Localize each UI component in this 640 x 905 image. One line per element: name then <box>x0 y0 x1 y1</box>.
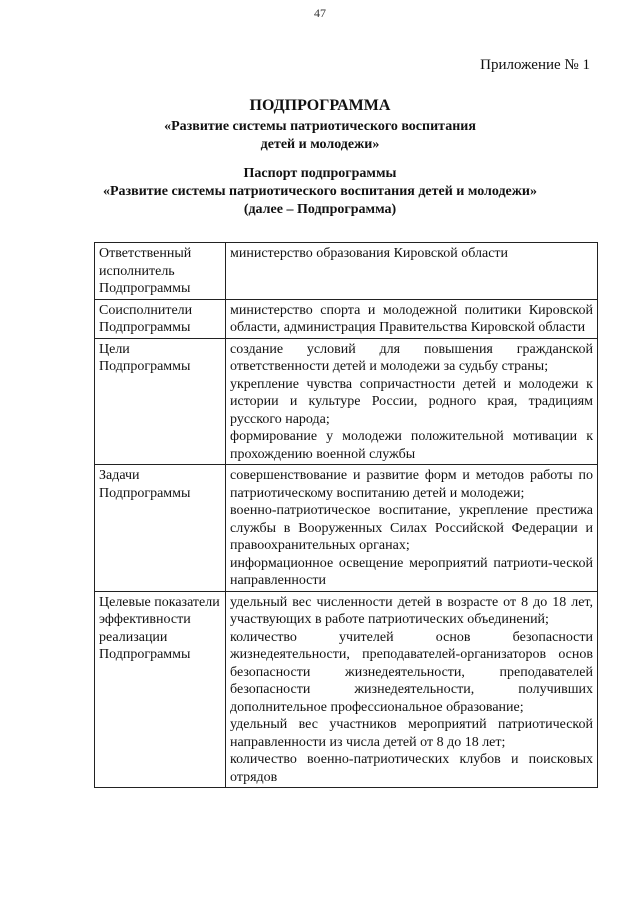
value-line: военно-патриотическое воспитание, укрепление престижа службы в Вооруженных Силах Российской Федерации и правоохранительных органах; <box>230 503 593 553</box>
passport-heading-line-1: Паспорт подпрограммы <box>243 166 397 181</box>
value-line: количество учителей основ безопасности жизнедеятельности, преподавателей-организаторов основ безопасности жизнедеятельности, преподавателей безопасности жизнедеятельности, получивших дополнительное профессиональное образование; <box>230 629 593 715</box>
value-line: министерство образования Кировской области <box>230 246 509 261</box>
table-row-tasks <box>95 465 598 592</box>
appendix-label: Приложение № 1 <box>480 57 590 73</box>
page-number: 47 <box>314 6 326 20</box>
row-label: Задачи Подпрограммы <box>95 465 226 592</box>
passport-heading-line-2: «Развитие системы патриотического воспитания детей и молодежи» <box>103 184 537 199</box>
row-label: Ответственный исполнитель Подпрограммы <box>95 243 226 300</box>
passport-heading <box>0 165 640 219</box>
row-value <box>226 591 598 788</box>
program-title: ПОДПРОГРАММА <box>249 97 391 114</box>
program-subtitle-line-2: детей и молодежи» <box>260 137 380 152</box>
table-row-coexecutors <box>95 299 598 338</box>
row-label: Цели Подпрограммы <box>95 338 226 465</box>
row-value <box>226 243 598 300</box>
row-value <box>226 465 598 592</box>
value-line: создание условий для повышения гражданской ответственности детей и молодежи за судьбу страны; <box>230 341 593 374</box>
table-row-responsible <box>95 243 598 300</box>
value-line: формирование у молодежи положительной мотивации к прохождению военной службы <box>230 429 593 462</box>
program-subtitle <box>0 118 640 154</box>
passport-table <box>94 242 598 788</box>
row-value <box>226 338 598 465</box>
table-row-indicators <box>95 591 598 788</box>
program-subtitle-line-1: «Развитие системы патриотического воспитания <box>164 119 476 134</box>
value-line: удельный вес участников мероприятий патриотической направленности из числа детей от 8 до 18 лет; <box>230 717 593 750</box>
row-value <box>226 299 598 338</box>
value-line: совершенствование и развитие форм и методов работы по патриотическому воспитанию детей и молодежи; <box>230 468 593 501</box>
value-line: количество военно-патриотических клубов и поисковых отрядов <box>230 752 593 785</box>
row-label: Целевые показатели эффективности реализации Подпрограммы <box>95 591 226 788</box>
passport-heading-line-3: (далее – Подпрограмма) <box>243 202 397 217</box>
row-label: Соисполнители Подпрограммы <box>95 299 226 338</box>
value-line: информационное освещение мероприятий патриоти-ческой направленности <box>230 555 593 588</box>
value-line: министерство спорта и молодежной политики Кировской области, администрация Правительства Кировской области <box>230 302 593 335</box>
value-line: укрепление чувства сопричастности детей и молодежи к истории и культуре России, родного края, традициям русского народа; <box>230 376 593 427</box>
table-row-goals <box>95 338 598 465</box>
value-line: удельный вес численности детей в возрасте от 8 до 18 лет, участвующих в работе патриотических объединений; <box>230 594 593 627</box>
